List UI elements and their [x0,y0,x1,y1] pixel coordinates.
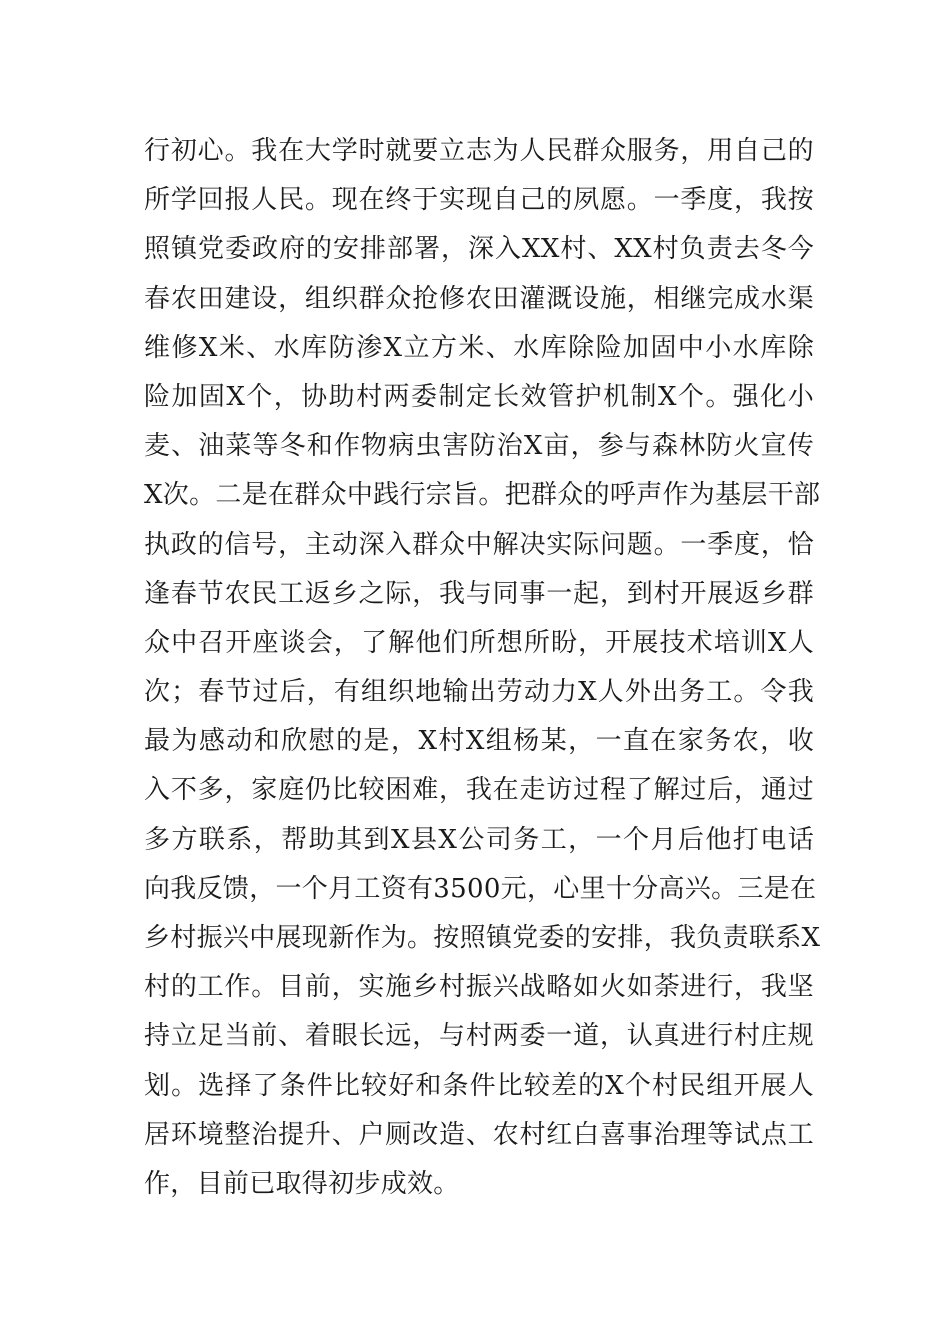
text-line-15: 多方联系，帮助其到X县X公司务工，一个月后他打电话 [144,824,814,855]
text-line-14: 入不多，家庭仍比较困难，我在走访过程了解过后，通过 [144,775,814,806]
text-line-13: 最为感动和欣慰的是，X村X组杨某，一直在家务农，收 [144,726,814,757]
text-line-10: 逢春节农民工返乡之际，我与同事一起，到村开展返乡群 [144,578,814,609]
text-line-18: 村的工作。目前，实施乡村振兴战略如火如荼进行，我坚 [144,972,814,1003]
body-text [144,127,821,1209]
text-line-20: 划。选择了条件比较好和条件比较差的X个村民组开展人 [144,1070,814,1101]
text-line-8: X次。二是在群众中践行宗旨。把群众的呼声作为基层干部 [144,480,821,511]
text-line-19: 持立足当前、着眼长远，与村两委一道，认真进行村庄规 [144,1021,814,1052]
text-line-3: 照镇党委政府的安排部署，深入XX村、XX村负责去冬今 [144,234,814,265]
text-line-12: 次；春节过后，有组织地输出劳动力X人外出务工。令我 [144,677,814,708]
text-line-21: 居环境整治提升、户厕改造、农村红白喜事治理等试点工 [144,1119,814,1150]
text-line-1: 行初心。我在大学时就要立志为人民群众服务，用自己的 [144,136,814,166]
text-line-2: 所学回报人民。现在终于实现自己的夙愿。一季度，我按 [144,185,814,216]
text-line-16: 向我反馈，一个月工资有3500元，心里十分高兴。三是在 [144,873,817,904]
text-line-11: 众中召开座谈会，了解他们所想所盼，开展技术培训X人 [144,627,814,658]
text-line-6: 险加固X个，协助村两委制定长效管护机制X个。强化小 [144,381,814,412]
text-line-4: 春农田建设，组织群众抢修农田灌溉设施，相继完成水渠 [144,283,814,314]
text-line-7: 麦、油菜等冬和作物病虫害防治X亩，参与森林防火宣传 [144,431,814,462]
text-line-22: 作，目前已取得初步成效。 [144,1168,460,1199]
text-line-5: 维修X米、水库防渗X立方米、水库除险加固中小水库除 [144,332,814,363]
text-line-17: 乡村振兴中展现新作为。按照镇党委的安排，我负责联系X [144,923,821,953]
text-line-9: 执政的信号，主动深入群众中解决实际问题。一季度，恰 [144,529,814,560]
